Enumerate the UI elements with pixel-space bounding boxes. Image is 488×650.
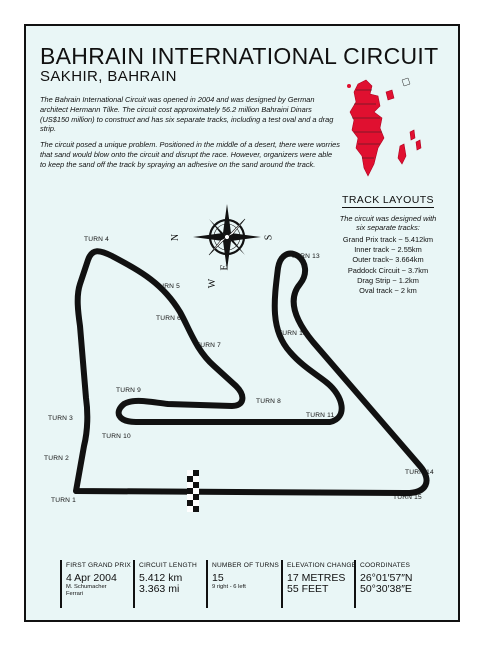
turn-label-15: TURN 15 bbox=[393, 494, 422, 501]
compass-south-label: S bbox=[263, 234, 275, 241]
stat-first-grand-prix: FIRST GRAND PRIX 4 Apr 2004 M. Schumacher Ferrari bbox=[60, 560, 132, 608]
turn-label-8: TURN 8 bbox=[256, 398, 282, 405]
turn-label-6: TURN 6 bbox=[156, 315, 182, 322]
turn-label-13: TURN 13 bbox=[291, 253, 320, 260]
description-paragraph: The circuit posed a unique problem. Positioned in the middle of a desert, there were worries that sand would blow onto the circuit and disrupt the race. However, organizers were able to keep the sand off the track by spraying an adhesive on the sand around the track. bbox=[40, 140, 340, 169]
track-layout-item: Inner track ~ 2.55km bbox=[354, 245, 422, 255]
track-layout-item: Drag Strip ~ 1.2km bbox=[357, 275, 419, 285]
track-layouts-intro: The circuit was designed with six separate tracks: bbox=[339, 214, 437, 232]
page-title: BAHRAIN INTERNATIONAL CIRCUIT bbox=[40, 43, 439, 69]
page-subtitle: SAKHIR, BAHRAIN bbox=[40, 68, 177, 85]
compass-west-label: W bbox=[207, 278, 219, 289]
circuit-stats bbox=[58, 560, 428, 608]
stat-elevation-change: ELEVATION CHANGE 17 METRES 55 FEET bbox=[281, 560, 353, 608]
turn-label-10: TURN 10 bbox=[102, 433, 131, 440]
compass-north-label: N bbox=[170, 233, 182, 242]
turn-label-5: TURN 5 bbox=[155, 283, 181, 290]
track-layout-item: Paddock Circuit ~ 3.7km bbox=[347, 265, 429, 275]
turn-label-11: TURN 11 bbox=[306, 412, 335, 419]
start-finish-flag bbox=[187, 470, 199, 512]
compass-east-label: E bbox=[219, 264, 231, 271]
stat-coordinates: COORDINATES 26°01′57″N 50°30′38″E bbox=[354, 560, 428, 608]
track-layout-item: Grand Prix track ~ 5.412km bbox=[342, 235, 434, 244]
track-layouts-title: TRACK LAYOUTS bbox=[342, 194, 434, 206]
stat-number-of-turns: NUMBER OF TURNS 15 9 right - 6 left bbox=[206, 560, 280, 608]
turn-label-7: TURN 7 bbox=[196, 342, 222, 349]
description-paragraph: The Bahrain International Circuit was opened in 2004 and was designed by German architect Hermann Tilke. The circuit cost approximately 56.2 million Bahraini Dinars (US$150 million) to construct and has six separate tracks, including a test oval and a drag strip. bbox=[40, 95, 334, 134]
track-layout-item: Outer track~ 3.664km bbox=[352, 255, 424, 265]
track-layout-item: Oval track ~ 2 km bbox=[359, 286, 417, 296]
turn-label-14: TURN 14 bbox=[405, 469, 434, 476]
turn-label-4: TURN 4 bbox=[84, 236, 110, 243]
circuit-track-line bbox=[76, 251, 427, 493]
turn-label-9: TURN 9 bbox=[116, 387, 142, 394]
turn-label-1: TURN 1 bbox=[51, 497, 77, 504]
turn-label-12: TURN 12 bbox=[278, 330, 307, 337]
turn-label-2: TURN 2 bbox=[44, 455, 70, 462]
stat-circuit-length: CIRCUIT LENGTH 5.412 km 3.363 mi bbox=[133, 560, 205, 608]
turn-label-3: TURN 3 bbox=[48, 415, 74, 422]
